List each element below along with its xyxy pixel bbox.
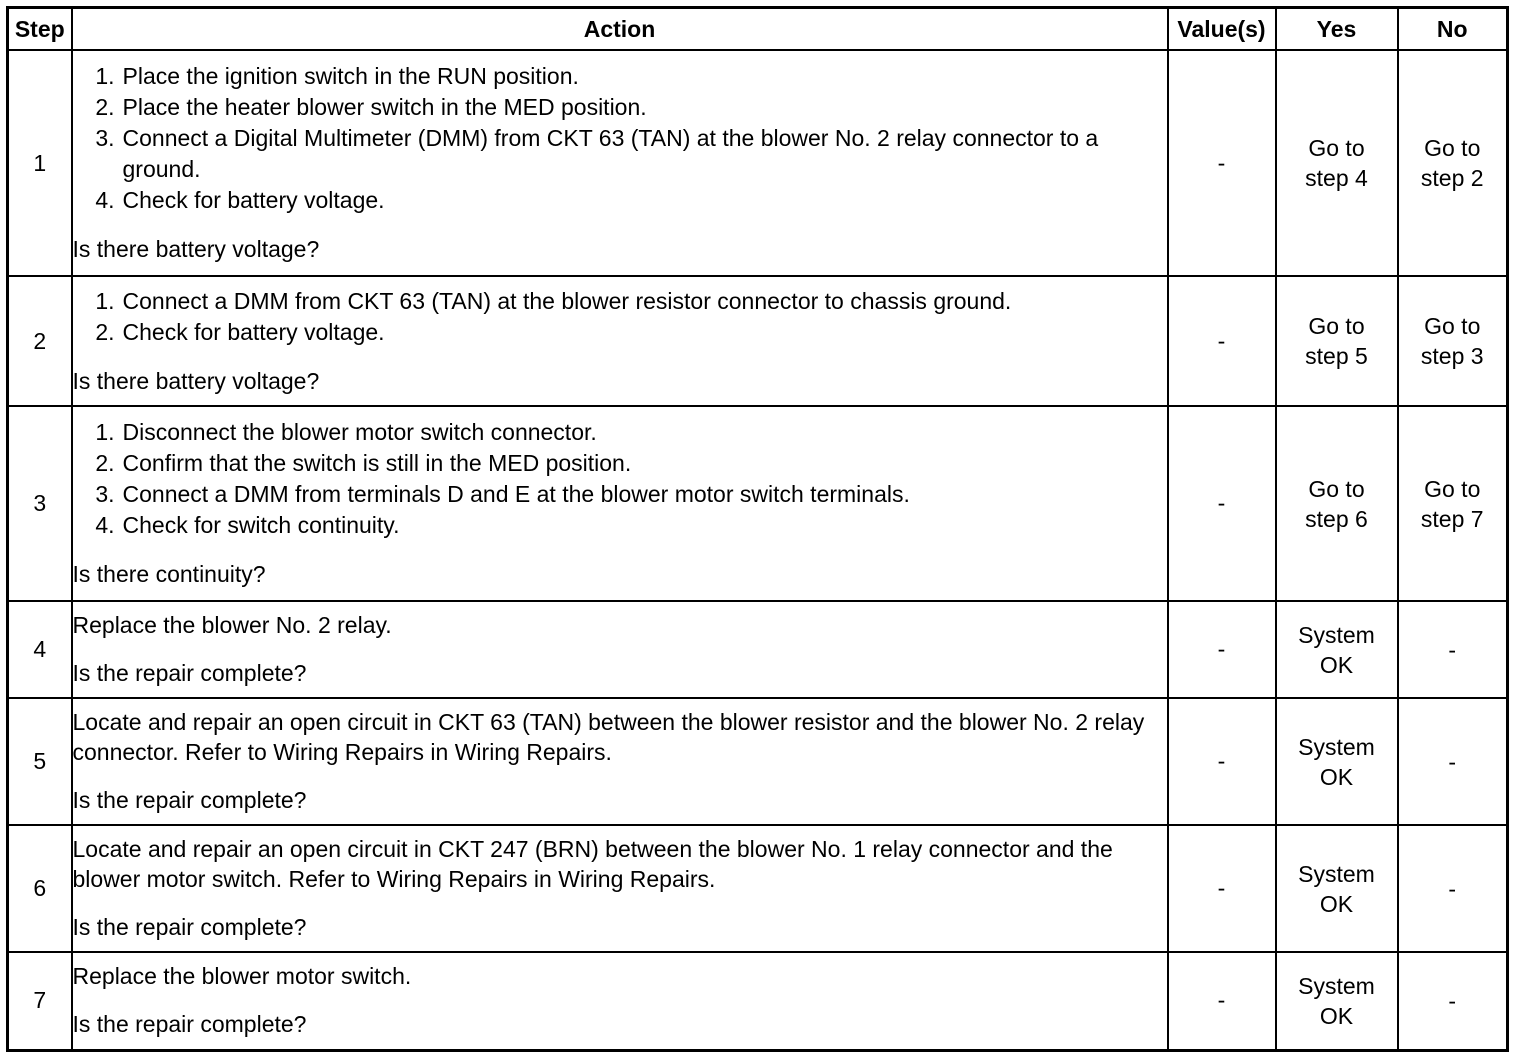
action-cell xyxy=(72,601,1168,698)
list-item: 2. Place the heater blower switch in the MED position. xyxy=(95,94,647,120)
list-item: 1. Place the ignition switch in the RUN position. xyxy=(95,63,579,89)
table-row xyxy=(8,601,1508,698)
action-text: Locate and repair an open circuit in CKT 63 (TAN) between the blower resistor and the blower No. 2 relay connector. Refer to Wiring Repairs in Wiring Repairs. xyxy=(72,709,1145,765)
header-no: No xyxy=(1398,8,1508,51)
step-number: 7 xyxy=(8,952,72,1050)
action-cell xyxy=(72,406,1168,601)
no-cell: - xyxy=(1398,698,1508,825)
list-item: 1. Connect a DMM from CKT 63 (TAN) at the blower resistor connector to chassis ground. xyxy=(95,287,1012,314)
action-text: Locate and repair an open circuit in CKT 247 (BRN) between the blower No. 1 relay connector and the blower motor switch. Refer to Wiring Repairs in Wiring Repairs. xyxy=(72,836,1113,892)
action-cell xyxy=(72,952,1168,1050)
step-number: 1 xyxy=(8,50,72,276)
step-number: 5 xyxy=(8,698,72,825)
list-item: 3. Connect a Digital Multimeter (DMM) from CKT 63 (TAN) at the blower No. 2 relay connector to a ground. xyxy=(95,125,1099,182)
no-cell: Go to step 7 xyxy=(1398,406,1508,601)
no-cell: - xyxy=(1398,601,1508,698)
list-item: 3. Connect a DMM from terminals D and E at the blower motor switch terminals. xyxy=(95,481,910,507)
action-cell xyxy=(72,825,1168,952)
question: Is there battery voltage? xyxy=(72,367,320,394)
yes-cell: Go to step 6 xyxy=(1276,406,1398,601)
list-item: 1. Disconnect the blower motor switch connector. xyxy=(95,419,597,445)
action-cell xyxy=(72,276,1168,406)
no-cell: - xyxy=(1398,952,1508,1050)
value-cell: - xyxy=(1168,50,1276,276)
step-number: 2 xyxy=(8,276,72,406)
question: Is there battery voltage? xyxy=(72,236,320,262)
diagnostic-table xyxy=(6,6,1509,1052)
step-number: 6 xyxy=(8,825,72,952)
table-row xyxy=(8,276,1508,406)
instruction-list xyxy=(73,61,1167,216)
list-item: 2. Confirm that the switch is still in the MED position. xyxy=(95,450,632,476)
header-action: Action xyxy=(72,8,1168,51)
header-values: Value(s) xyxy=(1168,8,1276,51)
table-row xyxy=(8,825,1508,952)
yes-cell: Go to step 5 xyxy=(1276,276,1398,406)
no-cell: - xyxy=(1398,825,1508,952)
yes-cell: System OK xyxy=(1276,952,1398,1050)
question: Is the repair complete? xyxy=(72,914,307,940)
no-cell: Go to step 2 xyxy=(1398,50,1508,276)
list-item: 2. Check for battery voltage. xyxy=(95,318,385,345)
table-row xyxy=(8,50,1508,276)
list-item: 4. Check for battery voltage. xyxy=(95,187,385,213)
action-text: Replace the blower motor switch. xyxy=(72,963,412,990)
table-row xyxy=(8,698,1508,825)
instruction-list xyxy=(73,286,1167,348)
table-row xyxy=(8,406,1508,601)
table-row xyxy=(8,952,1508,1050)
yes-cell: System OK xyxy=(1276,825,1398,952)
question: Is the repair complete? xyxy=(72,1011,307,1038)
value-cell: - xyxy=(1168,276,1276,406)
step-number: 3 xyxy=(8,406,72,601)
value-cell: - xyxy=(1168,406,1276,601)
question: Is the repair complete? xyxy=(72,787,307,813)
step-number: 4 xyxy=(8,601,72,698)
action-text: Replace the blower No. 2 relay. xyxy=(72,612,392,638)
yes-cell: System OK xyxy=(1276,698,1398,825)
instruction-list xyxy=(73,417,1167,541)
no-cell: Go to step 3 xyxy=(1398,276,1508,406)
value-cell: - xyxy=(1168,825,1276,952)
action-cell xyxy=(72,50,1168,276)
header-yes: Yes xyxy=(1276,8,1398,51)
list-item: 4. Check for switch continuity. xyxy=(95,512,400,538)
question: Is there continuity? xyxy=(72,561,266,587)
header-step: Step xyxy=(8,8,72,51)
value-cell: - xyxy=(1168,952,1276,1050)
action-cell xyxy=(72,698,1168,825)
question: Is the repair complete? xyxy=(72,660,307,686)
yes-cell: Go to step 4 xyxy=(1276,50,1398,276)
value-cell: - xyxy=(1168,698,1276,825)
value-cell: - xyxy=(1168,601,1276,698)
yes-cell: System OK xyxy=(1276,601,1398,698)
header-row xyxy=(8,8,1508,51)
